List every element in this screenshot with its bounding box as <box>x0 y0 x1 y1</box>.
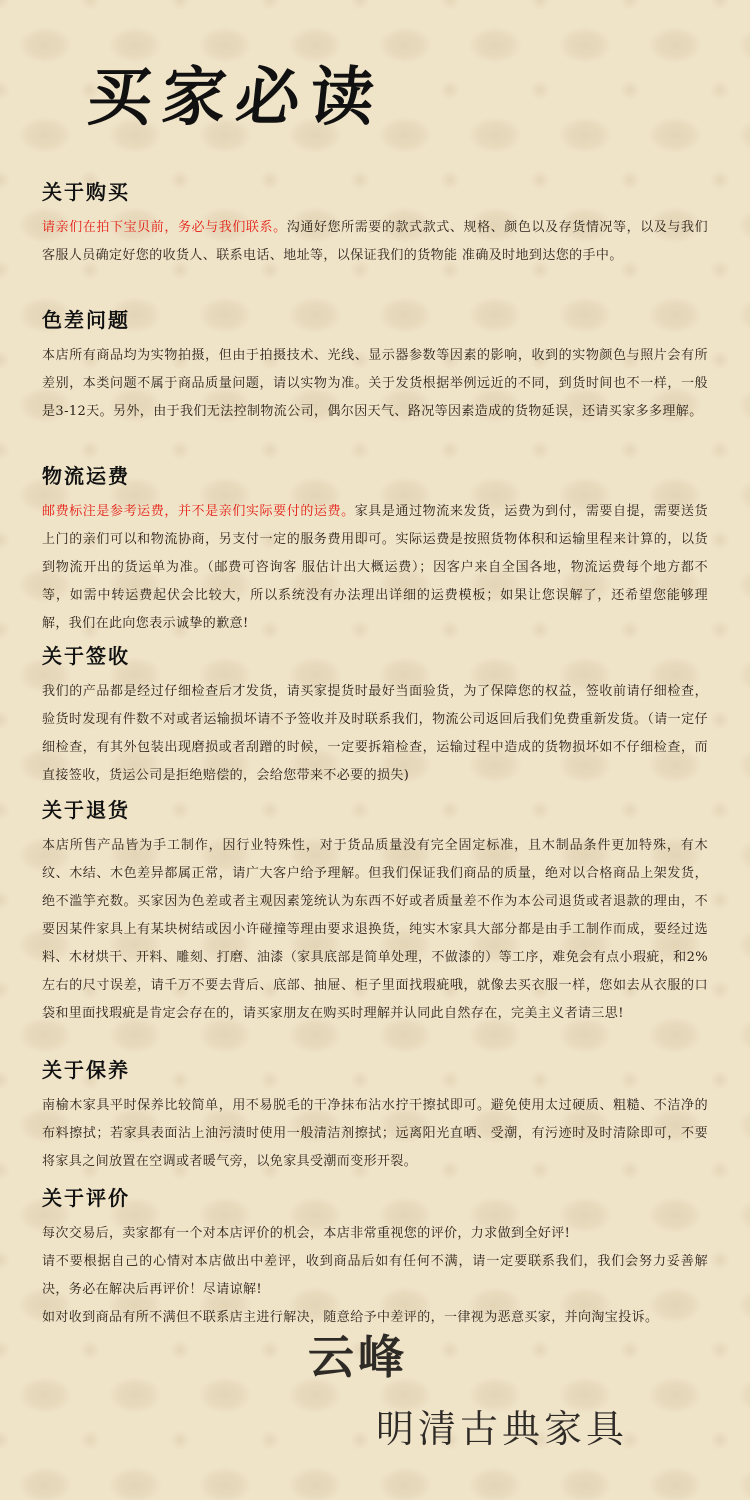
section-purchase <box>42 178 708 270</box>
section-heading: 关于购买 <box>42 180 130 204</box>
brand-subtitle: 明清古典家具 <box>376 1407 629 1451</box>
section-text <box>42 1220 708 1332</box>
section-body: 南榆木家具平时保养比较简单，用不易脱毛的干净抹布沾水拧干擦拭即可。避免使用太过硬质、粗糙、不洁净的布料擦拭；若家具表面沾上油污渍时使用一般清洁剂擦拭；远离阳光直晒、受潮，有污迹时及时清除即可，不要将家具之间放置在空调或者暖气旁，以免家具受潮而变形开裂。 <box>42 1098 708 1169</box>
section-body: 家具是通过物流来发货，运费为到付，需要自提，需要送货上门的亲们可以和物流协商，另支付一定的服务费用即可。实际运费是按照货物体积和运输里程来计算的，以货到物流开出的货运单为准。（邮费可咨询客 服估计出大概运费）；因客户来自全国各地，物流运费每个地方都不等，如需中转运费起伏会比较大，所以系统没有办法理出详细的运费模板；如果让您误解了，还希望您能够理解，我们在此向您表示诚挚的歉意! <box>42 504 708 631</box>
page-title: 买家必读 <box>84 60 388 135</box>
section-maintenance <box>42 1056 708 1176</box>
review-line: 请不要根据自己的心情对本店做出中差评，收到商品后如有任何不满，请一定要联系我们，我们会努力妥善解决，务必在解决后再评价！尽请谅解! <box>42 1254 708 1297</box>
review-line: 如对收到商品有所不满但不联系店主进行解决，随意给予中差评的，一律视为恶意买家，并向淘宝投诉。 <box>42 1310 659 1325</box>
section-body: 本店所售产品皆为手工制作，因行业特殊性，对于货品质量没有完全固定标准，且木制品条件更加特殊，有木纹、木结、木色差异都属正常，请广大客户给予理解。但我们保证我们商品的质量，绝对以合格商品上架发货，绝不滥竽充数。买家因为色差或者主观因素笼统认为东西不好或者质量差不作为本公司退货或者退款的理由，不要因某件家具上有某块树结或因小许碰撞等理由要求退换货，纯实木家具大部分都是由手工制作而成，要经过选料、木材烘干、开料、雕刻、打磨、油漆（家具底部是简单处理，不做漆的）等工序，难免会有点小瑕疵，和2%左右的尺寸误差，请千万不要去背后、底部、抽屉、柜子里面找瑕疵哦，就像去买衣服一样，您如去从衣服的口袋和里面找瑕疵是肯定会存在的，请买家朋友在购买时理解并认同此自然存在，完美主义者请三思! <box>42 838 708 1021</box>
section-body: 我们的产品都是经过仔细检查后才发货，请买家提货时最好当面验货，为了保障您的权益，签收前请仔细检查，验货时发现有件数不对或者运输损坏请不予签收并及时联系我们，物流公司返回后我们免费重新发货。（请一定仔细检查，有其外包装出现磨损或者刮蹭的时候，一定要拆箱检查，运输过程中造成的货物损坏如不仔细检查，而直接签收，货运公司是拒绝赔偿的，会给您带来不必要的损失) <box>42 684 708 783</box>
section-heading: 物流运费 <box>42 464 130 488</box>
section-body: 沟通好您所需要的款式款式、规格、颜色以及存货情况等，以及与我们客服人员确定好您的收货人、联系电话、地址等，以保证我们的货物能 准确及时地到达您的手中。 <box>42 220 709 263</box>
section-heading: 关于保养 <box>42 1058 130 1082</box>
section-heading: 关于评价 <box>42 1186 130 1210</box>
brand-logo-text: 云峰 <box>308 1330 408 1384</box>
section-receipt <box>42 642 708 790</box>
section-returns <box>42 796 708 1028</box>
highlight-notice: 邮费标注是参考运费，并不是亲们实际要付的运费。 <box>42 504 355 519</box>
section-heading: 关于签收 <box>42 644 130 668</box>
section-body: 本店所有商品均为实物拍摄，但由于拍摄技术、光线、显示器参数等因素的影响，收到的实物颜色与照片会有所差别，本类问题不属于商品质量问题，请以实物为准。关于发货根据举例远近的不同，到货时间也不一样，一般是3-12天。另外，由于我们无法控制物流公司，偶尔因天气、路况等因素造成的货物延误，还请买家多多理解。 <box>42 348 708 419</box>
section-heading: 色差问题 <box>42 308 130 332</box>
highlight-notice: 请亲们在拍下宝贝前，务必与我们联系。 <box>42 220 287 235</box>
section-color-difference <box>42 306 708 426</box>
section-heading: 关于退货 <box>42 798 130 822</box>
section-text <box>42 498 708 638</box>
section-reviews <box>42 1184 708 1332</box>
section-text <box>42 214 708 270</box>
section-shipping-fee <box>42 462 708 638</box>
review-line: 每次交易后，卖家都有一个对本店评价的机会，本店非常重视您的评价，力求做到全好评! <box>42 1226 571 1241</box>
